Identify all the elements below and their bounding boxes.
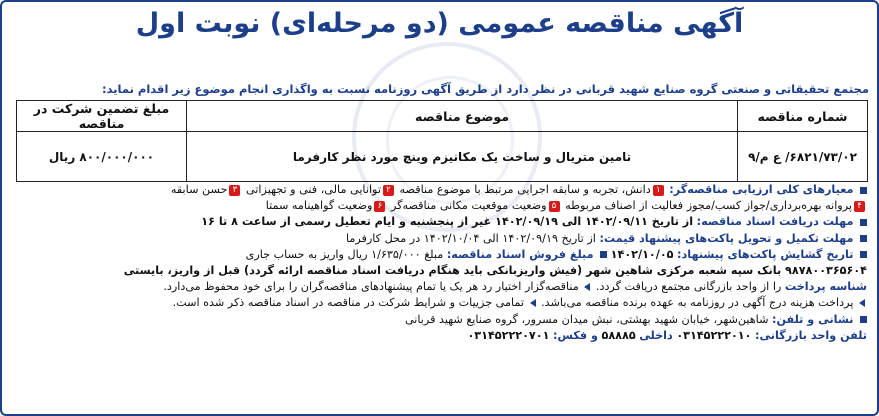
phone-number: ۰۳۱۴۵۲۲۲۰۱۰ (676, 328, 752, 342)
arrow-icon (584, 283, 590, 291)
criteria-number: ۶ (374, 201, 385, 212)
cell-tender-number: ۶۸۲۱/۷۳/۰۲/ ع م/۹ (738, 132, 868, 182)
cell-tender-subject: تامین متریال و ساخت یک مکانیزم وینچ مورد نظر کارفرما (187, 132, 738, 182)
phone-line (12, 328, 867, 344)
opening-line (12, 247, 867, 263)
tender-table (16, 100, 868, 182)
sale-label: مبلغ فروش اسناد مناقصه: (446, 247, 594, 261)
criteria-line-2 (12, 198, 867, 214)
bullet-icon (860, 219, 867, 226)
docs-deadline-line (12, 214, 867, 230)
address-text: شاهین‌شهر، خیابان شهید بهشتی، نبش میدان مسرور، گروه صنایع شهید قربانی (404, 312, 769, 326)
criteria-line-1 (12, 182, 867, 198)
payment-id-label: شناسه پرداخت (784, 280, 867, 294)
docs-deadline-label: مهلت دریافت اسناد مناقصه: (696, 215, 854, 229)
table-row (17, 132, 868, 182)
fax-number: ۰۳۱۴۵۲۲۲۰۷۰۱ (467, 328, 550, 342)
criteria-item: دانش، تجربه و سابقه اجرایی مرتبط با موضوع مناقصه (399, 183, 651, 196)
opening-label: تاریخ گشایش پاکت‌های پیشنهاد: (677, 247, 854, 261)
details-text: تمامی جزییات و شرایط شرکت در مناقصه در اسناد مناقصه ذکر شده است. (172, 296, 524, 310)
docs-deadline-text: از تاریخ ۱۴۰۲/۰۹/۱۱ الی ۱۴۰۲/۰۹/۱۹ غیر از پنجشنبه و ایام تعطیل رسمی از ساعت ۸ تا ۱۶ (201, 215, 694, 229)
cell-guarantee-amount: ۸۰۰/۰۰۰/۰۰۰ ریال (17, 132, 187, 182)
arrow-icon (859, 299, 865, 307)
phone-label: تلفن واحد بازرگانی: (755, 328, 867, 342)
criteria-item: توانایی مالی، فنی و تجهیزاتی (245, 183, 381, 196)
fax-label: و فکس: (552, 328, 598, 342)
bullet-icon (600, 251, 607, 258)
ext-number: ۵۸۸۸۵ (601, 328, 636, 342)
bullet-icon (860, 235, 867, 242)
submission-line (12, 231, 867, 247)
criteria-item: حسن سابقه (170, 183, 228, 196)
criteria-number: ۲ (383, 185, 394, 196)
bullet-icon (860, 316, 867, 323)
criteria-label: معیارهای کلی ارزیابی مناقصه‌گر: (669, 183, 854, 196)
address-label: نشانی و تلفن: (772, 312, 854, 326)
criteria-item: وضعیت گواهینامه سمتا (265, 199, 373, 213)
notice-body (12, 182, 867, 344)
payment-text-1: ۹۸۷۸۰۰۳۶۵۶۰۴ بانک سپه شعبه مرکزی شاهین شهر (فیش واریزبانکی باید هنگام دریافت اسناد مناقصه ارائه گردد) قبل از واریز، بایستی (123, 264, 867, 278)
header-tender-subject: موضوع مناقصه (187, 101, 738, 132)
criteria-number: ۴ (854, 201, 865, 212)
bullet-icon (860, 187, 867, 194)
submission-text: از تاریخ ۱۴۰۲/۰۹/۱۹ الی ۱۴۰۲/۱۰/۰۴ در محل کارفرما (345, 231, 596, 245)
header-tender-number: شماره مناقصه (738, 101, 868, 132)
address-line (12, 312, 867, 328)
criteria-item: وضعیت موقعیت مکانی مناقصه‌گر (390, 199, 547, 213)
payment-line-2 (12, 279, 867, 295)
opening-date: ۱۴۰۲/۱۰/۰۵ (610, 247, 674, 261)
payment-line-3 (12, 295, 867, 311)
payment-line-1 (12, 263, 867, 279)
arrow-icon (530, 299, 536, 307)
criteria-number: ۳ (229, 185, 240, 196)
notice-title: آگهی مناقصه عمومی (دو مرحله‌ای) نوبت اول (135, 8, 744, 39)
payment-text-2: را از واحد بازرگانی مجتمع دریافت گردد. (595, 280, 782, 294)
bullet-icon (860, 251, 867, 258)
submission-label: مهلت تکمیل و تحویل پاکت‌های پیشنهاد قیمت: (599, 231, 854, 245)
payment-rights-text: مناقصه‌گزار اختیار رد هر یک یا تمام پیشنهادهای مناقصه‌گران را برای خود محفوظ می‌دارد. (163, 280, 579, 294)
notice-intro: مجتمع تحقیقاتی و صنعتی گروه صنایع شهید قربانی در نظر دارد از طریق آگهی روزنامه نسبت به واگذاری انجام موضوع زیر اقدام نماید: (102, 82, 869, 96)
criteria-number: ۵ (549, 201, 560, 212)
header-guarantee-amount: مبلغ تضمین شرکت در مناقصه (17, 101, 187, 132)
ad-cost-text: پرداخت هزینه درج آگهی در روزنامه به عهده برنده مناقصه می‌باشد. (541, 296, 854, 310)
table-header-row (17, 101, 868, 132)
ext-label: داخلی (639, 328, 673, 342)
criteria-item: پروانه بهره‌برداری/جواز کسب/مجوز فعالیت از اصناف مربوطه (565, 199, 852, 213)
sale-text: مبلغ ۱/۶۳۵/۰۰۰ ریال واریز به حساب جاری (245, 247, 444, 261)
criteria-number: ۱ (653, 185, 664, 196)
